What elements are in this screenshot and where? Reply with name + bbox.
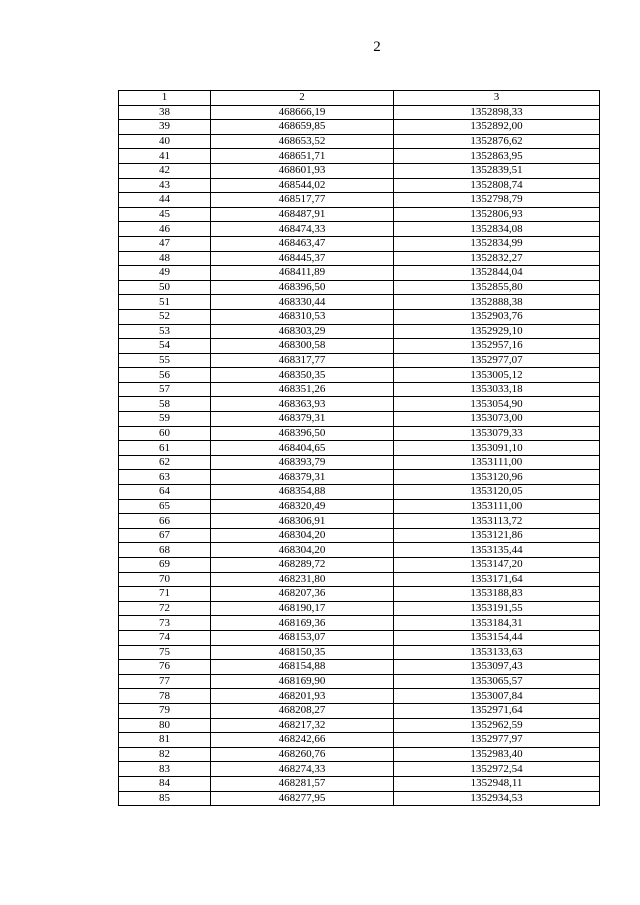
cell-x-coordinate: 468354,88: [211, 485, 394, 500]
cell-point-number: 44: [119, 193, 211, 208]
cell-x-coordinate: 468653,52: [211, 134, 394, 149]
cell-point-number: 72: [119, 601, 211, 616]
cell-x-coordinate: 468289,72: [211, 558, 394, 573]
table-row: [119, 266, 600, 281]
cell-point-number: 41: [119, 149, 211, 164]
cell-y-coordinate: 1353111,00: [394, 455, 600, 470]
table-row: [119, 412, 600, 427]
cell-y-coordinate: 1353007,84: [394, 689, 600, 704]
cell-y-coordinate: 1352798,79: [394, 193, 600, 208]
cell-y-coordinate: 1353133,63: [394, 645, 600, 660]
table-row: [119, 703, 600, 718]
table-row: [119, 747, 600, 762]
cell-x-coordinate: 468517,77: [211, 193, 394, 208]
table-row: [119, 368, 600, 383]
table-row: [119, 645, 600, 660]
table-row: [119, 105, 600, 120]
cell-x-coordinate: 468277,95: [211, 791, 394, 806]
table-row: [119, 309, 600, 324]
cell-point-number: 50: [119, 280, 211, 295]
cell-y-coordinate: 1352898,33: [394, 105, 600, 120]
cell-point-number: 56: [119, 368, 211, 383]
cell-point-number: 79: [119, 703, 211, 718]
cell-y-coordinate: 1352903,76: [394, 309, 600, 324]
table-row: [119, 353, 600, 368]
cell-x-coordinate: 468274,33: [211, 762, 394, 777]
cell-y-coordinate: 1353147,20: [394, 558, 600, 573]
cell-x-coordinate: 468396,50: [211, 280, 394, 295]
cell-y-coordinate: 1352876,62: [394, 134, 600, 149]
cell-point-number: 47: [119, 236, 211, 251]
cell-point-number: 69: [119, 558, 211, 573]
cell-x-coordinate: 468379,31: [211, 412, 394, 427]
cell-point-number: 80: [119, 718, 211, 733]
cell-x-coordinate: 468169,36: [211, 616, 394, 631]
cell-x-coordinate: 468411,89: [211, 266, 394, 281]
table-row: [119, 193, 600, 208]
table-row: [119, 485, 600, 500]
cell-point-number: 55: [119, 353, 211, 368]
cell-y-coordinate: 1353184,31: [394, 616, 600, 631]
column-header-point: 1: [119, 91, 211, 106]
cell-point-number: 71: [119, 587, 211, 602]
cell-x-coordinate: 468207,36: [211, 587, 394, 602]
table-row: [119, 791, 600, 806]
page-number: 2: [373, 39, 381, 55]
table-row: [119, 163, 600, 178]
cell-y-coordinate: 1353111,00: [394, 499, 600, 514]
cell-point-number: 42: [119, 163, 211, 178]
cell-x-coordinate: 468260,76: [211, 747, 394, 762]
table-row: [119, 382, 600, 397]
cell-y-coordinate: 1353171,64: [394, 572, 600, 587]
table-row: [119, 543, 600, 558]
table-row: [119, 514, 600, 529]
cell-x-coordinate: 468150,35: [211, 645, 394, 660]
cell-y-coordinate: 1353091,10: [394, 441, 600, 456]
cell-x-coordinate: 468396,50: [211, 426, 394, 441]
cell-point-number: 54: [119, 339, 211, 354]
cell-y-coordinate: 1352832,27: [394, 251, 600, 266]
cell-point-number: 58: [119, 397, 211, 412]
cell-point-number: 81: [119, 733, 211, 748]
cell-point-number: 85: [119, 791, 211, 806]
cell-x-coordinate: 468306,91: [211, 514, 394, 529]
cell-point-number: 67: [119, 528, 211, 543]
cell-x-coordinate: 468303,29: [211, 324, 394, 339]
cell-y-coordinate: 1352888,38: [394, 295, 600, 310]
cell-y-coordinate: 1353054,90: [394, 397, 600, 412]
cell-x-coordinate: 468281,57: [211, 776, 394, 791]
table-row: [119, 499, 600, 514]
cell-y-coordinate: 1353191,55: [394, 601, 600, 616]
cell-point-number: 62: [119, 455, 211, 470]
cell-point-number: 64: [119, 485, 211, 500]
cell-x-coordinate: 468317,77: [211, 353, 394, 368]
cell-y-coordinate: 1353065,57: [394, 674, 600, 689]
cell-y-coordinate: 1352929,10: [394, 324, 600, 339]
cell-point-number: 43: [119, 178, 211, 193]
cell-y-coordinate: 1353120,05: [394, 485, 600, 500]
table-row: [119, 762, 600, 777]
cell-y-coordinate: 1352834,99: [394, 236, 600, 251]
cell-point-number: 45: [119, 207, 211, 222]
cell-point-number: 78: [119, 689, 211, 704]
cell-y-coordinate: 1352983,40: [394, 747, 600, 762]
cell-y-coordinate: 1353033,18: [394, 382, 600, 397]
cell-y-coordinate: 1352957,16: [394, 339, 600, 354]
table-row: [119, 558, 600, 573]
cell-point-number: 74: [119, 630, 211, 645]
table-row: [119, 397, 600, 412]
cell-x-coordinate: 468304,20: [211, 543, 394, 558]
cell-x-coordinate: 468393,79: [211, 455, 394, 470]
cell-x-coordinate: 468350,35: [211, 368, 394, 383]
cell-y-coordinate: 1352839,51: [394, 163, 600, 178]
cell-point-number: 84: [119, 776, 211, 791]
cell-point-number: 83: [119, 762, 211, 777]
cell-x-coordinate: 468217,32: [211, 718, 394, 733]
cell-point-number: 38: [119, 105, 211, 120]
cell-x-coordinate: 468190,17: [211, 601, 394, 616]
coordinates-table-body: [119, 91, 600, 806]
table-row: [119, 630, 600, 645]
cell-y-coordinate: 1353079,33: [394, 426, 600, 441]
cell-point-number: 53: [119, 324, 211, 339]
cell-point-number: 49: [119, 266, 211, 281]
cell-x-coordinate: 468153,07: [211, 630, 394, 645]
table-row: [119, 339, 600, 354]
cell-x-coordinate: 468474,33: [211, 222, 394, 237]
cell-y-coordinate: 1352863,95: [394, 149, 600, 164]
cell-point-number: 52: [119, 309, 211, 324]
cell-point-number: 66: [119, 514, 211, 529]
cell-x-coordinate: 468544,02: [211, 178, 394, 193]
cell-y-coordinate: 1353097,43: [394, 660, 600, 675]
table-row: [119, 426, 600, 441]
table-row: [119, 178, 600, 193]
cell-y-coordinate: 1353005,12: [394, 368, 600, 383]
cell-x-coordinate: 468487,91: [211, 207, 394, 222]
cell-x-coordinate: 468363,93: [211, 397, 394, 412]
cell-y-coordinate: 1353113,72: [394, 514, 600, 529]
cell-y-coordinate: 1352962,59: [394, 718, 600, 733]
cell-x-coordinate: 468666,19: [211, 105, 394, 120]
cell-y-coordinate: 1353120,96: [394, 470, 600, 485]
cell-point-number: 82: [119, 747, 211, 762]
table-row: [119, 718, 600, 733]
cell-y-coordinate: 1352948,11: [394, 776, 600, 791]
cell-x-coordinate: 468154,88: [211, 660, 394, 675]
cell-y-coordinate: 1352977,07: [394, 353, 600, 368]
table-row: [119, 295, 600, 310]
cell-x-coordinate: 468242,66: [211, 733, 394, 748]
cell-point-number: 76: [119, 660, 211, 675]
cell-x-coordinate: 468304,20: [211, 528, 394, 543]
table-row: [119, 441, 600, 456]
table-row: [119, 616, 600, 631]
table-row: [119, 660, 600, 675]
table-row: [119, 572, 600, 587]
cell-y-coordinate: 1353154,44: [394, 630, 600, 645]
cell-x-coordinate: 468231,80: [211, 572, 394, 587]
cell-x-coordinate: 468300,58: [211, 339, 394, 354]
cell-x-coordinate: 468351,26: [211, 382, 394, 397]
cell-y-coordinate: 1352844,04: [394, 266, 600, 281]
cell-x-coordinate: 468201,93: [211, 689, 394, 704]
table-row: [119, 149, 600, 164]
cell-point-number: 65: [119, 499, 211, 514]
table-row: [119, 134, 600, 149]
cell-y-coordinate: 1353188,83: [394, 587, 600, 602]
table-row: [119, 470, 600, 485]
cell-x-coordinate: 468208,27: [211, 703, 394, 718]
cell-point-number: 68: [119, 543, 211, 558]
cell-point-number: 39: [119, 120, 211, 135]
cell-x-coordinate: 468404,65: [211, 441, 394, 456]
cell-point-number: 59: [119, 412, 211, 427]
table-row: [119, 587, 600, 602]
cell-point-number: 51: [119, 295, 211, 310]
cell-point-number: 63: [119, 470, 211, 485]
table-row: [119, 120, 600, 135]
cell-x-coordinate: 468379,31: [211, 470, 394, 485]
cell-x-coordinate: 468169,90: [211, 674, 394, 689]
cell-x-coordinate: 468310,53: [211, 309, 394, 324]
cell-y-coordinate: 1352977,97: [394, 733, 600, 748]
cell-y-coordinate: 1353135,44: [394, 543, 600, 558]
table-row: [119, 251, 600, 266]
cell-y-coordinate: 1353121,86: [394, 528, 600, 543]
cell-point-number: 60: [119, 426, 211, 441]
cell-y-coordinate: 1352934,53: [394, 791, 600, 806]
table-row: [119, 222, 600, 237]
cell-point-number: 40: [119, 134, 211, 149]
cell-x-coordinate: 468651,71: [211, 149, 394, 164]
cell-y-coordinate: 1352808,74: [394, 178, 600, 193]
cell-y-coordinate: 1352972,54: [394, 762, 600, 777]
cell-point-number: 77: [119, 674, 211, 689]
table-row: [119, 528, 600, 543]
cell-x-coordinate: 468445,37: [211, 251, 394, 266]
table-row: [119, 324, 600, 339]
cell-y-coordinate: 1352806,93: [394, 207, 600, 222]
table-row: [119, 776, 600, 791]
coordinates-table: [118, 90, 600, 806]
cell-point-number: 75: [119, 645, 211, 660]
cell-y-coordinate: 1352855,80: [394, 280, 600, 295]
cell-x-coordinate: 468463,47: [211, 236, 394, 251]
table-row: [119, 674, 600, 689]
column-header-x: 2: [211, 91, 394, 106]
cell-point-number: 61: [119, 441, 211, 456]
column-header-y: 3: [394, 91, 600, 106]
cell-y-coordinate: 1352892,00: [394, 120, 600, 135]
cell-x-coordinate: 468320,49: [211, 499, 394, 514]
cell-point-number: 70: [119, 572, 211, 587]
table-row: [119, 689, 600, 704]
table-row: [119, 280, 600, 295]
table-row: [119, 601, 600, 616]
cell-y-coordinate: 1353073,00: [394, 412, 600, 427]
cell-x-coordinate: 468330,44: [211, 295, 394, 310]
cell-point-number: 73: [119, 616, 211, 631]
cell-point-number: 48: [119, 251, 211, 266]
cell-x-coordinate: 468601,93: [211, 163, 394, 178]
cell-y-coordinate: 1352971,64: [394, 703, 600, 718]
table-row: [119, 207, 600, 222]
cell-y-coordinate: 1352834,08: [394, 222, 600, 237]
cell-x-coordinate: 468659,85: [211, 120, 394, 135]
table-row: [119, 733, 600, 748]
table-row: [119, 236, 600, 251]
cell-point-number: 57: [119, 382, 211, 397]
table-header-row: [119, 91, 600, 106]
cell-point-number: 46: [119, 222, 211, 237]
table-row: [119, 455, 600, 470]
